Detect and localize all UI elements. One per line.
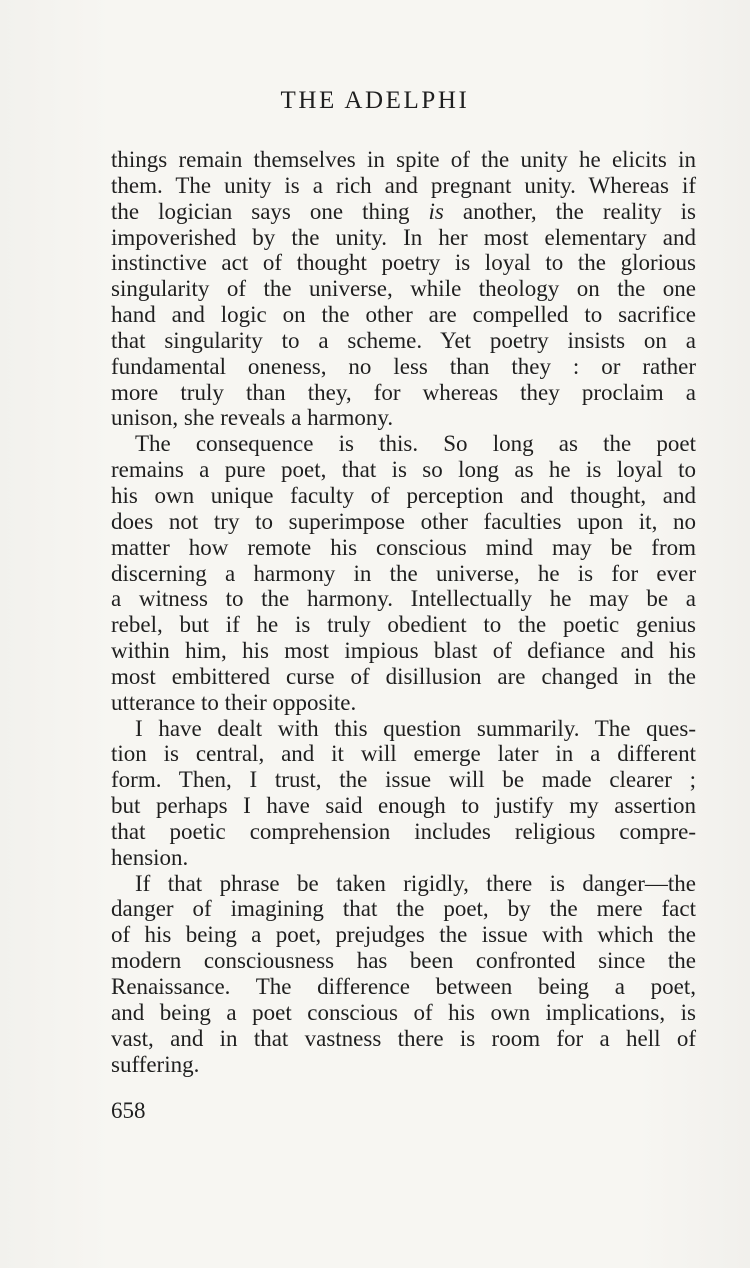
text-line: If that phrase be taken rigidly, there is danger—the bbox=[135, 870, 696, 896]
text-line: tion is central, and it will emerge later in a different bbox=[111, 741, 696, 767]
text-line: discerning a harmony in the universe, he is for ever bbox=[111, 560, 696, 586]
text-line: and being a poet conscious of his own implications, is bbox=[111, 999, 696, 1025]
body-text bbox=[111, 147, 696, 1077]
text-line: more truly than they, for whereas they proclaim a bbox=[111, 379, 696, 405]
text-line: singularity of the universe, while theology on the one bbox=[111, 276, 696, 302]
text-line: The consequence is this. So long as the poet bbox=[135, 431, 696, 457]
text-line: within him, his most impious blast of defiance and his bbox=[111, 638, 696, 664]
page-number: 658 bbox=[111, 1098, 146, 1123]
text-line: unison, she reveals a harmony. bbox=[111, 405, 394, 431]
paragraph-1 bbox=[111, 147, 696, 431]
text-line: danger of imagining that the poet, by the mere fact bbox=[111, 896, 696, 922]
paragraph-4 bbox=[111, 871, 696, 1078]
text-line: rebel, but if he is truly obedient to the poetic genius bbox=[111, 612, 696, 638]
text-line: a witness to the harmony. Intellectually he may be a bbox=[111, 586, 696, 612]
text-line: them. The unity is a rich and pregnant unity. Whereas if bbox=[111, 172, 696, 198]
text-line: things remain themselves in spite of the unity he elicits in bbox=[111, 147, 696, 172]
text-line: remains a pure poet, that is so long as he is loyal to bbox=[111, 457, 696, 483]
text-line: fundamental oneness, no less than they : or rather bbox=[111, 353, 696, 379]
text-line: that singularity to a scheme. Yet poetry insists on a bbox=[111, 327, 696, 353]
text-line: hand and logic on the other are compelled to sacrifice bbox=[111, 302, 696, 328]
text-line: vast, and in that vastness there is room for a hell of bbox=[111, 1025, 696, 1051]
text-line: I have dealt with this question summarily. The ques- bbox=[135, 715, 696, 741]
text-line: modern consciousness has been confronted since the bbox=[111, 948, 696, 974]
running-head: THE ADELPHI bbox=[280, 87, 470, 114]
text-line: that poetic comprehension includes religious compre- bbox=[111, 818, 696, 844]
paragraph-3 bbox=[111, 716, 696, 871]
text-line: but perhaps I have said enough to justify my assertion bbox=[111, 793, 696, 819]
text-line: impoverished by the unity. In her most elementary and bbox=[111, 224, 696, 250]
text-line: instinctive act of thought poetry is loyal to the glorious bbox=[111, 250, 696, 276]
text-line: utterance to their opposite. bbox=[111, 689, 357, 715]
text-line: hension. bbox=[111, 844, 189, 870]
text-line: the logician says one thing is another, the reality is bbox=[111, 198, 696, 224]
text-line: suffering. bbox=[111, 1051, 200, 1077]
text-line: most embittered curse of disillusion are changed in the bbox=[111, 663, 696, 689]
text-line: his own unique faculty of perception and thought, and bbox=[111, 482, 696, 508]
text-line: form. Then, I trust, the issue will be made clearer ; bbox=[111, 767, 696, 793]
text-line: matter how remote his conscious mind may be from bbox=[111, 534, 696, 560]
text-line: does not try to superimpose other faculties upon it, no bbox=[111, 508, 696, 534]
paragraph-2 bbox=[111, 431, 696, 715]
text-line: of his being a poet, prejudges the issue with which the bbox=[111, 922, 696, 948]
text-line: Renaissance. The difference between being a poet, bbox=[111, 974, 696, 999]
